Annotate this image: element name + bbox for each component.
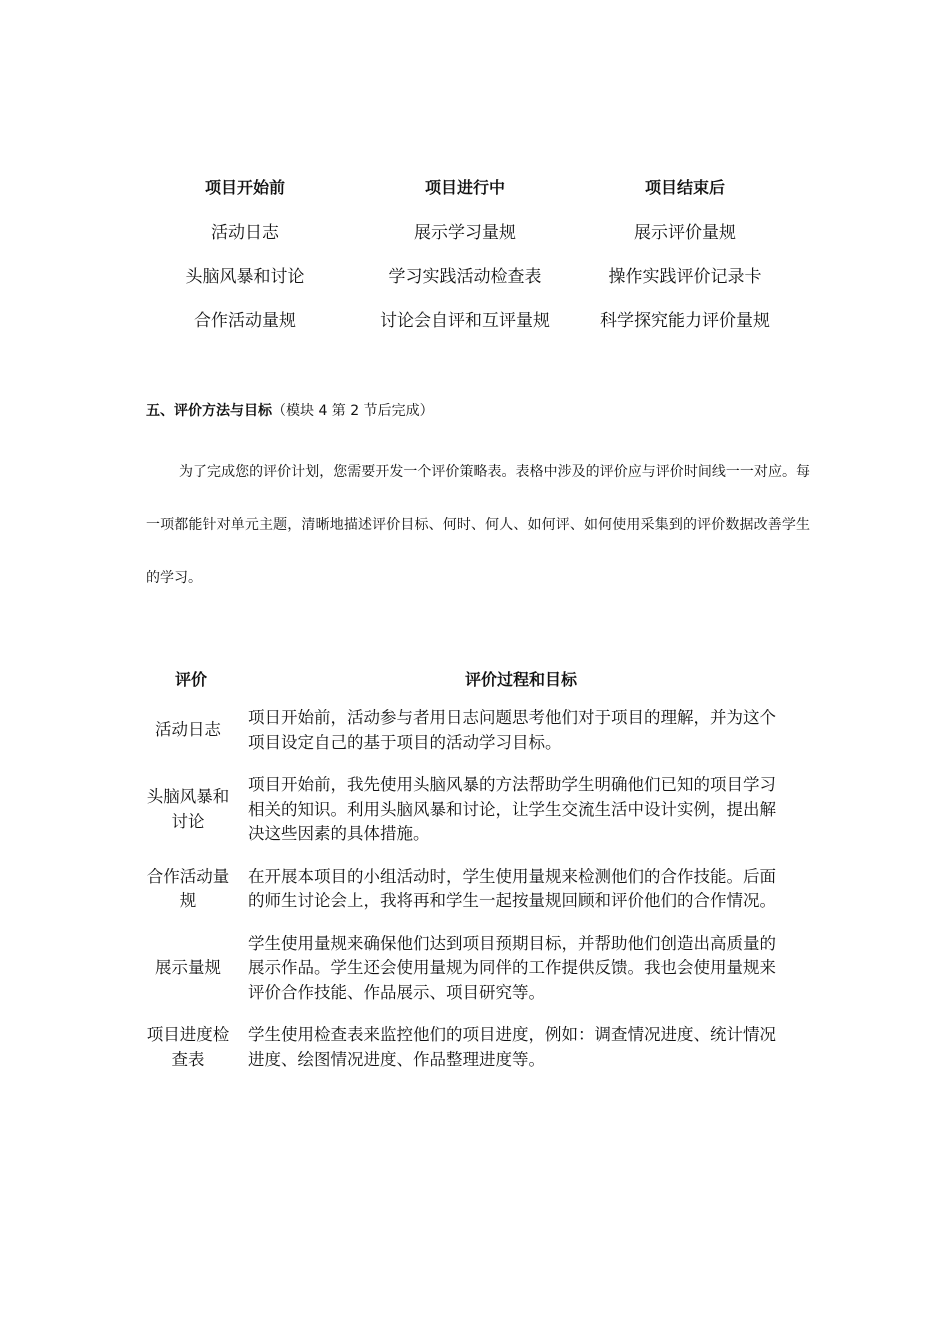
eval-row <box>140 698 800 765</box>
eval-desc: 学生使用量规来确保他们达到项目预期目标，并帮助他们创造出高质量的展示作品。学生还会使用量规为同伴的工作提供反馈。我也会使用量规来评价合作技能、作品展示、项目研究等。 <box>248 933 776 1002</box>
timeline-row <box>135 208 795 252</box>
timeline-cell: 展示评价量规 <box>634 222 736 243</box>
timeline-row <box>135 296 795 340</box>
eval-header-process: 评价过程和目标 <box>464 669 577 689</box>
eval-name: 展示量规 <box>155 958 221 977</box>
eval-header-assessment: 评价 <box>174 669 207 689</box>
eval-row <box>140 1015 800 1082</box>
eval-name: 合作活动量规 <box>146 866 230 910</box>
timeline-cell: 合作活动量规 <box>194 310 296 331</box>
section-heading <box>146 400 434 420</box>
timeline-cell: 操作实践评价记录卡 <box>608 266 762 287</box>
eval-name: 头脑风暴和讨论 <box>146 787 230 831</box>
timeline-header: 项目进行中 <box>424 177 505 197</box>
timeline-cell: 学习实践活动检查表 <box>388 266 542 287</box>
timeline-header: 项目结束后 <box>644 177 725 197</box>
section-note: （模块 4 第 2 节后完成） <box>272 403 434 419</box>
timeline-cell: 活动日志 <box>211 222 279 243</box>
timeline-cell: 头脑风暴和讨论 <box>185 266 305 287</box>
timeline-cell: 科学探究能力评价量规 <box>600 310 770 331</box>
timeline-row <box>135 252 795 296</box>
timeline-cell: 展示学习量规 <box>414 222 516 243</box>
eval-desc: 学生使用检查表来监控他们的项目进度，例如：调查情况进度、统计情况进度、绘图情况进度、作品整理进度等。 <box>248 1025 776 1069</box>
section-paragraph: 为了完成您的评价计划，您需要开发一个评价策略表。表格中涉及的评价应与评价时间线一一对应。每一项都能针对单元主题，清晰地描述评价目标、何时、何人、如何评、如何使用采集到的评价数据改善学生的学习。 <box>146 464 810 586</box>
eval-name: 项目进度检查表 <box>146 1025 230 1069</box>
eval-name: 活动日志 <box>155 720 221 740</box>
eval-desc: 项日开始前，活动参与者用日志问题思考他们对于项目的理解，并为这个项目设定自己的基于项目的活动学习目标。 <box>248 708 776 752</box>
timeline-header: 项目开始前 <box>204 177 285 197</box>
evaluation-strategy-table <box>140 658 800 1082</box>
eval-row <box>140 765 800 857</box>
eval-row <box>140 924 800 1016</box>
eval-header-row <box>140 658 800 698</box>
eval-row <box>140 857 800 924</box>
timeline-header-row <box>135 164 795 208</box>
timeline-cell: 讨论会自评和互评量规 <box>380 310 550 331</box>
eval-desc: 项目开始前，我先使用头脑风暴的方法帮助学生明确他们已知的项目学习相关的知识。利用头脑风暴和讨论，让学生交流生活中设计实例，提出解决这些因素的具体措施。 <box>248 775 776 843</box>
assessment-timeline-table <box>135 164 795 340</box>
eval-desc: 在开展本项目的小组活动时，学生使用量规来检测他们的合作技能。后面的师生讨论会上，我将再和学生一起按量规回顾和评价他们的合作情况。 <box>248 866 776 910</box>
section-title: 五、评价方法与目标 <box>146 403 272 419</box>
